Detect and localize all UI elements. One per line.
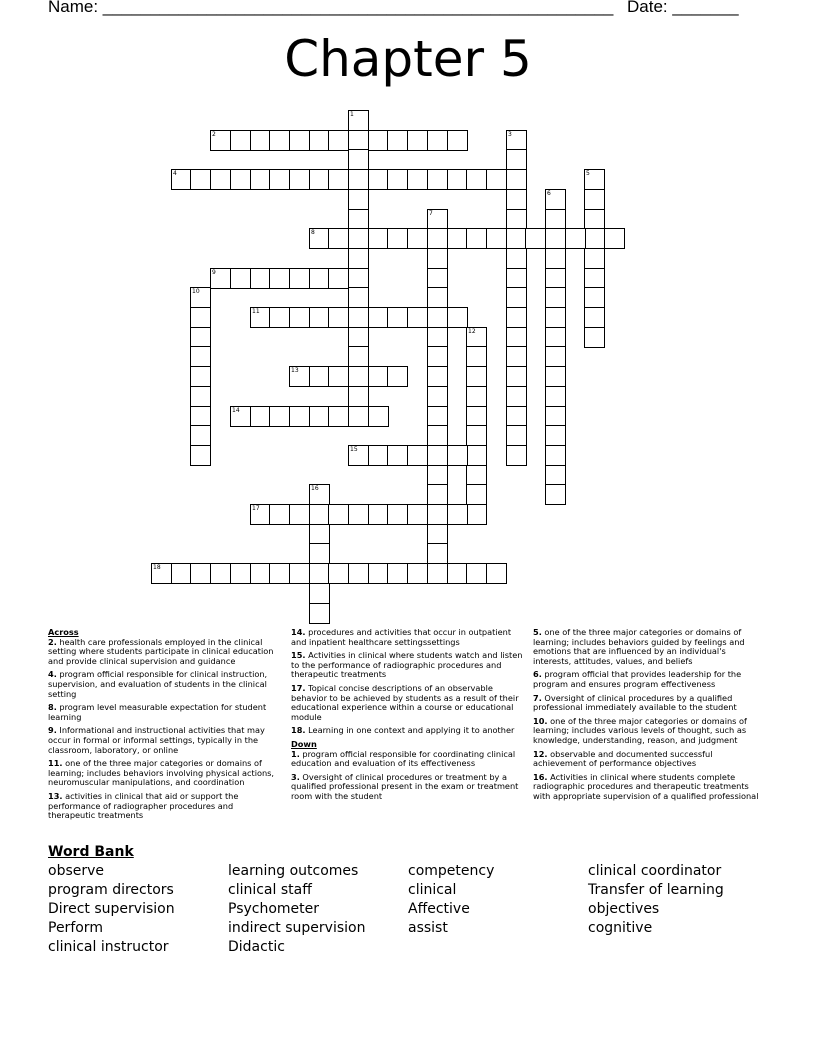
grid-cell[interactable] — [269, 563, 290, 584]
grid-cell[interactable] — [269, 169, 290, 190]
clue-across-14: 14. procedures and activities that occur in outpatient and inpatient healthcare settingssettings — [291, 627, 512, 647]
clue-number: 4 — [173, 170, 177, 177]
grid-cell[interactable] — [190, 307, 211, 328]
word-bank-item: clinical coordinator — [588, 863, 722, 879]
clue-number: 18 — [153, 564, 161, 571]
grid-cell[interactable] — [348, 563, 369, 584]
grid-cell[interactable] — [407, 169, 428, 190]
grid-cell[interactable] — [584, 228, 605, 249]
grid-cell[interactable] — [584, 307, 605, 328]
grid-cell[interactable] — [447, 228, 468, 249]
grid-cell[interactable] — [309, 543, 330, 564]
grid-cell[interactable] — [584, 169, 605, 190]
word-bank-item: observe — [48, 863, 105, 879]
grid-cell[interactable] — [545, 445, 566, 466]
grid-cell[interactable] — [309, 524, 330, 545]
word-bank-item: Didactic — [228, 939, 285, 955]
grid-cell[interactable] — [309, 228, 330, 249]
grid-cell[interactable] — [407, 228, 428, 249]
grid-cell[interactable] — [368, 228, 389, 249]
clue-down-10: 10. one of the three major categories or domains of learning; includes various levels of thought, such as knowledge, understanding, reason, and judgment — [533, 715, 747, 745]
grid-cell[interactable] — [506, 406, 527, 427]
grid-cell[interactable] — [427, 307, 448, 328]
grid-cell[interactable] — [545, 406, 566, 427]
grid-cell[interactable] — [506, 209, 527, 230]
grid-cell[interactable] — [486, 228, 507, 249]
word-bank-title: Word Bank — [48, 844, 134, 860]
grid-cell[interactable] — [545, 228, 566, 249]
grid-cell[interactable] — [230, 563, 251, 584]
grid-cell[interactable] — [250, 563, 271, 584]
grid-cell[interactable] — [427, 228, 448, 249]
grid-cell[interactable] — [545, 465, 566, 486]
grid-cell[interactable] — [348, 386, 369, 407]
grid-cell[interactable] — [328, 268, 349, 289]
grid-cell[interactable] — [466, 169, 487, 190]
grid-cell[interactable] — [387, 445, 408, 466]
grid-cell[interactable] — [447, 445, 468, 466]
word-bank-item: Psychometer — [228, 901, 320, 917]
grid-cell[interactable] — [348, 189, 369, 210]
clue-down-12: 12. observable and documented successful achievement of performance objectives — [533, 748, 713, 769]
word-bank-item: cognitive — [588, 920, 653, 936]
clue-down-16: 16. Activities in clinical where students complete radiographic procedures and therapeutic treatments with appropriate supervision of a qualified professional — [533, 771, 759, 801]
grid-cell[interactable] — [506, 287, 527, 308]
clue-column-3 — [533, 628, 761, 806]
grid-cell[interactable] — [289, 366, 310, 387]
grid-cell[interactable] — [545, 484, 566, 505]
grid-cell[interactable] — [269, 268, 290, 289]
clue-number: 14 — [232, 407, 240, 414]
grid-cell[interactable] — [545, 287, 566, 308]
grid-cell[interactable] — [250, 268, 271, 289]
grid-cell[interactable] — [348, 346, 369, 367]
grid-cell[interactable] — [368, 130, 389, 151]
grid-cell[interactable] — [328, 169, 349, 190]
grid-cell[interactable] — [289, 504, 310, 525]
grid-cell[interactable] — [427, 484, 448, 505]
clue-number: 10 — [192, 288, 200, 295]
grid-cell[interactable] — [545, 366, 566, 387]
word-bank-item: clinical instructor — [48, 939, 169, 955]
grid-cell[interactable] — [328, 228, 349, 249]
grid-cell[interactable] — [230, 169, 251, 190]
grid-cell[interactable] — [427, 425, 448, 446]
page-title: Chapter 5 — [284, 30, 532, 88]
clue-across-11: 11. one of the three major categories or domains of learning; includes behaviors involving physical actions, neuromuscular manipulations, and coordination — [48, 758, 275, 788]
grid-cell[interactable] — [486, 169, 507, 190]
grid-cell[interactable] — [289, 268, 310, 289]
grid-cell[interactable] — [427, 130, 448, 151]
grid-cell[interactable] — [269, 130, 290, 151]
grid-cell[interactable] — [584, 287, 605, 308]
clue-number: 16 — [311, 485, 319, 492]
grid-cell[interactable] — [348, 268, 369, 289]
clue-down-3: 3. Oversight of clinical procedures or treatment by a qualified professional present in the exam or treatment room with the student — [291, 771, 519, 801]
word-bank-item: objectives — [588, 901, 660, 917]
word-bank-item: Transfer of learning — [588, 882, 724, 898]
grid-cell[interactable] — [309, 268, 330, 289]
clue-across-9: 9. Informational and instructional activities that may occur in formal or informal settings, typically in the classroom, laboratory, or online — [48, 725, 265, 755]
grid-cell[interactable] — [584, 189, 605, 210]
across-heading: Across — [48, 627, 79, 637]
grid-cell[interactable] — [466, 563, 487, 584]
grid-cell[interactable] — [348, 504, 369, 525]
grid-cell[interactable] — [250, 169, 271, 190]
grid-cell[interactable] — [387, 563, 408, 584]
clue-number: 6 — [547, 190, 551, 197]
grid-cell[interactable] — [407, 445, 428, 466]
grid-cell[interactable] — [506, 248, 527, 269]
grid-cell[interactable] — [427, 465, 448, 486]
word-bank-item: clinical staff — [228, 882, 312, 898]
grid-cell[interactable] — [545, 327, 566, 348]
grid-cell[interactable] — [545, 268, 566, 289]
grid-cell[interactable] — [190, 563, 211, 584]
grid-cell[interactable] — [545, 386, 566, 407]
name-field[interactable]: Name: ______________________________________________________ — [48, 0, 614, 16]
grid-cell[interactable] — [466, 366, 487, 387]
grid-cell[interactable] — [427, 248, 448, 269]
grid-cell[interactable] — [151, 563, 172, 584]
grid-cell[interactable] — [190, 406, 211, 427]
grid-cell[interactable] — [525, 228, 546, 249]
grid-cell[interactable] — [466, 445, 487, 466]
grid-cell[interactable] — [427, 524, 448, 545]
clue-across-15: 15. Activities in clinical where students watch and listen to the performance of radiographic procedures and therapeutic treatments — [291, 650, 523, 680]
clue-number: 3 — [508, 131, 512, 138]
grid-cell[interactable] — [466, 484, 487, 505]
grid-cell[interactable] — [407, 563, 428, 584]
grid-cell[interactable] — [565, 228, 586, 249]
grid-cell[interactable] — [348, 287, 369, 308]
clue-across-4: 4. program official responsible for clinical instruction, supervision, and evaluation of students in the clinical setting — [48, 669, 268, 699]
grid-cell[interactable] — [230, 406, 251, 427]
grid-cell[interactable] — [368, 563, 389, 584]
grid-cell[interactable] — [309, 603, 330, 624]
grid-cell[interactable] — [407, 504, 428, 525]
grid-cell[interactable] — [230, 130, 251, 151]
grid-cell[interactable] — [250, 130, 271, 151]
grid-cell[interactable] — [190, 169, 211, 190]
grid-cell[interactable] — [171, 563, 192, 584]
grid-cell[interactable] — [447, 563, 468, 584]
grid-cell[interactable] — [309, 484, 330, 505]
clue-down-1: 1. program official responsible for coordinating clinical education and evaluation of its effectiveness — [291, 748, 516, 769]
grid-cell[interactable] — [427, 327, 448, 348]
grid-cell[interactable] — [466, 504, 487, 525]
down-heading: Down — [291, 738, 317, 749]
grid-cell[interactable] — [545, 346, 566, 367]
grid-cell[interactable] — [289, 169, 310, 190]
grid-cell[interactable] — [506, 268, 527, 289]
clue-number: 7 — [429, 210, 433, 217]
word-bank-column-3 — [408, 862, 494, 938]
grid-cell[interactable] — [328, 366, 349, 387]
grid-cell[interactable] — [328, 307, 349, 328]
grid-cell[interactable] — [190, 425, 211, 446]
grid-cell[interactable] — [506, 386, 527, 407]
grid-cell[interactable] — [427, 406, 448, 427]
grid-cell[interactable] — [387, 228, 408, 249]
word-bank-column-2 — [228, 862, 365, 957]
grid-cell[interactable] — [584, 209, 605, 230]
grid-cell[interactable] — [545, 425, 566, 446]
grid-cell[interactable] — [506, 445, 527, 466]
clue-number: 1 — [350, 111, 354, 118]
grid-cell[interactable] — [427, 543, 448, 564]
grid-cell[interactable] — [309, 406, 330, 427]
grid-cell[interactable] — [190, 327, 211, 348]
grid-cell[interactable] — [506, 189, 527, 210]
clue-number: 12 — [468, 328, 476, 335]
clue-number: 11 — [252, 308, 260, 315]
grid-cell[interactable] — [368, 307, 389, 328]
grid-cell[interactable] — [328, 406, 349, 427]
grid-cell[interactable] — [328, 130, 349, 151]
grid-cell[interactable] — [348, 110, 369, 131]
grid-cell[interactable] — [250, 504, 271, 525]
grid-cell[interactable] — [387, 307, 408, 328]
grid-cell[interactable] — [427, 445, 448, 466]
grid-cell[interactable] — [466, 425, 487, 446]
grid-cell[interactable] — [269, 406, 290, 427]
clue-number: 5 — [586, 170, 590, 177]
clue-number: 15 — [350, 446, 358, 453]
grid-cell[interactable] — [368, 445, 389, 466]
clue-number: 17 — [252, 505, 260, 512]
clue-across-13: 13. activities in clinical that aid or support the performance of radiographer procedures and therapeutic treatments — [48, 790, 239, 821]
grid-cell[interactable] — [210, 130, 231, 151]
grid-cell[interactable] — [387, 366, 408, 387]
grid-cell[interactable] — [368, 366, 389, 387]
clue-number: 13 — [291, 367, 299, 374]
grid-cell[interactable] — [427, 268, 448, 289]
grid-cell[interactable] — [447, 169, 468, 190]
grid-cell[interactable] — [387, 169, 408, 190]
grid-cell[interactable] — [466, 346, 487, 367]
clue-across-17: 17. Topical concise descriptions of an observable behavior to be achieved by students as a result of their educational experience within a course or educational module — [291, 682, 519, 722]
grid-cell[interactable] — [506, 149, 527, 170]
grid-cell[interactable] — [427, 346, 448, 367]
grid-cell[interactable] — [387, 504, 408, 525]
grid-cell[interactable] — [427, 366, 448, 387]
grid-cell[interactable] — [427, 386, 448, 407]
word-bank-item: Affective — [408, 901, 470, 917]
grid-cell[interactable] — [348, 149, 369, 170]
grid-cell[interactable] — [328, 563, 349, 584]
word-bank-item: program directors — [48, 882, 174, 898]
grid-cell[interactable] — [348, 209, 369, 230]
grid-cell[interactable] — [506, 307, 527, 328]
grid-cell[interactable] — [348, 327, 369, 348]
grid-cell[interactable] — [230, 268, 251, 289]
grid-cell[interactable] — [190, 366, 211, 387]
grid-cell[interactable] — [604, 228, 625, 249]
grid-cell[interactable] — [348, 406, 369, 427]
grid-cell[interactable] — [466, 386, 487, 407]
grid-cell[interactable] — [269, 307, 290, 328]
grid-cell[interactable] — [407, 307, 428, 328]
grid-cell[interactable] — [506, 228, 527, 249]
date-field[interactable]: Date: _______ — [627, 0, 739, 16]
grid-cell[interactable] — [309, 504, 330, 525]
grid-cell[interactable] — [250, 307, 271, 328]
grid-cell[interactable] — [289, 307, 310, 328]
grid-cell[interactable] — [368, 406, 389, 427]
grid-cell[interactable] — [171, 169, 192, 190]
grid-cell[interactable] — [427, 209, 448, 230]
grid-cell[interactable] — [506, 169, 527, 190]
clue-number: 9 — [212, 269, 216, 276]
word-bank-column-1 — [48, 862, 175, 957]
grid-cell[interactable] — [289, 406, 310, 427]
grid-cell[interactable] — [348, 366, 369, 387]
grid-cell[interactable] — [427, 563, 448, 584]
grid-cell[interactable] — [309, 563, 330, 584]
word-bank-item: clinical — [408, 882, 457, 898]
clue-column-2 — [291, 628, 523, 806]
grid-cell[interactable] — [506, 366, 527, 387]
clue-column-1 — [48, 628, 280, 825]
grid-cell[interactable] — [190, 386, 211, 407]
grid-cell[interactable] — [309, 366, 330, 387]
word-bank-item: competency — [408, 863, 495, 879]
clue-down-5: 5. one of the three major categories or domains of learning; includes behaviors guided by feelings and emotions that are influenced by an individual's interests, attitudes, values, and beliefs — [533, 627, 745, 666]
word-bank-item: assist — [408, 920, 448, 936]
grid-cell[interactable] — [289, 130, 310, 151]
grid-cell[interactable] — [545, 189, 566, 210]
grid-cell[interactable] — [309, 130, 330, 151]
grid-cell[interactable] — [466, 228, 487, 249]
grid-cell[interactable] — [348, 445, 369, 466]
grid-cell[interactable] — [427, 287, 448, 308]
grid-cell[interactable] — [506, 346, 527, 367]
clue-number: 8 — [311, 229, 315, 236]
grid-cell[interactable] — [447, 307, 468, 328]
word-bank-item: Perform — [48, 920, 103, 936]
grid-cell[interactable] — [466, 327, 487, 348]
grid-cell[interactable] — [190, 287, 211, 308]
grid-cell[interactable] — [348, 130, 369, 151]
word-bank-item: Direct supervision — [48, 901, 175, 917]
grid-cell[interactable] — [545, 209, 566, 230]
grid-cell[interactable] — [427, 169, 448, 190]
grid-cell[interactable] — [289, 563, 310, 584]
grid-cell[interactable] — [466, 406, 487, 427]
grid-cell[interactable] — [348, 248, 369, 269]
grid-cell[interactable] — [466, 465, 487, 486]
grid-cell[interactable] — [368, 504, 389, 525]
grid-cell[interactable] — [348, 169, 369, 190]
grid-cell[interactable] — [584, 268, 605, 289]
grid-cell[interactable] — [447, 130, 468, 151]
clue-number: 2 — [212, 131, 216, 138]
clue-across-8: 8. program level measurable expectation for student learning — [48, 702, 267, 722]
grid-cell[interactable] — [447, 504, 468, 525]
clue-across-18: 18. Learning in one context and applying it to another — [291, 725, 515, 736]
grid-cell[interactable] — [387, 130, 408, 151]
grid-cell[interactable] — [269, 504, 290, 525]
clue-down-7: 7. Oversight of clinical procedures by a qualified professional immediately available to the student — [533, 692, 737, 713]
grid-cell[interactable] — [545, 248, 566, 269]
grid-cell[interactable] — [190, 445, 211, 466]
grid-cell[interactable] — [427, 504, 448, 525]
clue-across-2: 2. health care professionals employed in the clinical setting where students participate in clinical education and provide clinical supervision and guidance — [48, 636, 274, 666]
grid-cell[interactable] — [190, 346, 211, 367]
grid-cell[interactable] — [407, 130, 428, 151]
grid-cell[interactable] — [309, 583, 330, 604]
grid-cell[interactable] — [250, 406, 271, 427]
grid-cell[interactable] — [348, 228, 369, 249]
grid-cell[interactable] — [309, 169, 330, 190]
grid-cell[interactable] — [368, 169, 389, 190]
grid-cell[interactable] — [506, 327, 527, 348]
grid-cell[interactable] — [584, 327, 605, 348]
grid-cell[interactable] — [210, 563, 231, 584]
grid-cell[interactable] — [545, 307, 566, 328]
word-bank-column-4 — [588, 862, 724, 938]
grid-cell[interactable] — [210, 169, 231, 190]
grid-cell[interactable] — [210, 268, 231, 289]
word-bank-item: indirect supervision — [228, 920, 366, 936]
grid-cell[interactable] — [506, 130, 527, 151]
grid-cell[interactable] — [309, 307, 330, 328]
word-bank-item: learning outcomes — [228, 863, 359, 879]
grid-cell[interactable] — [328, 504, 349, 525]
grid-cell[interactable] — [584, 248, 605, 269]
grid-cell[interactable] — [506, 425, 527, 446]
grid-cell[interactable] — [348, 307, 369, 328]
grid-cell[interactable] — [486, 563, 507, 584]
clue-down-6: 6. program official that provides leadership for the program and ensures program effectiveness — [533, 669, 742, 689]
